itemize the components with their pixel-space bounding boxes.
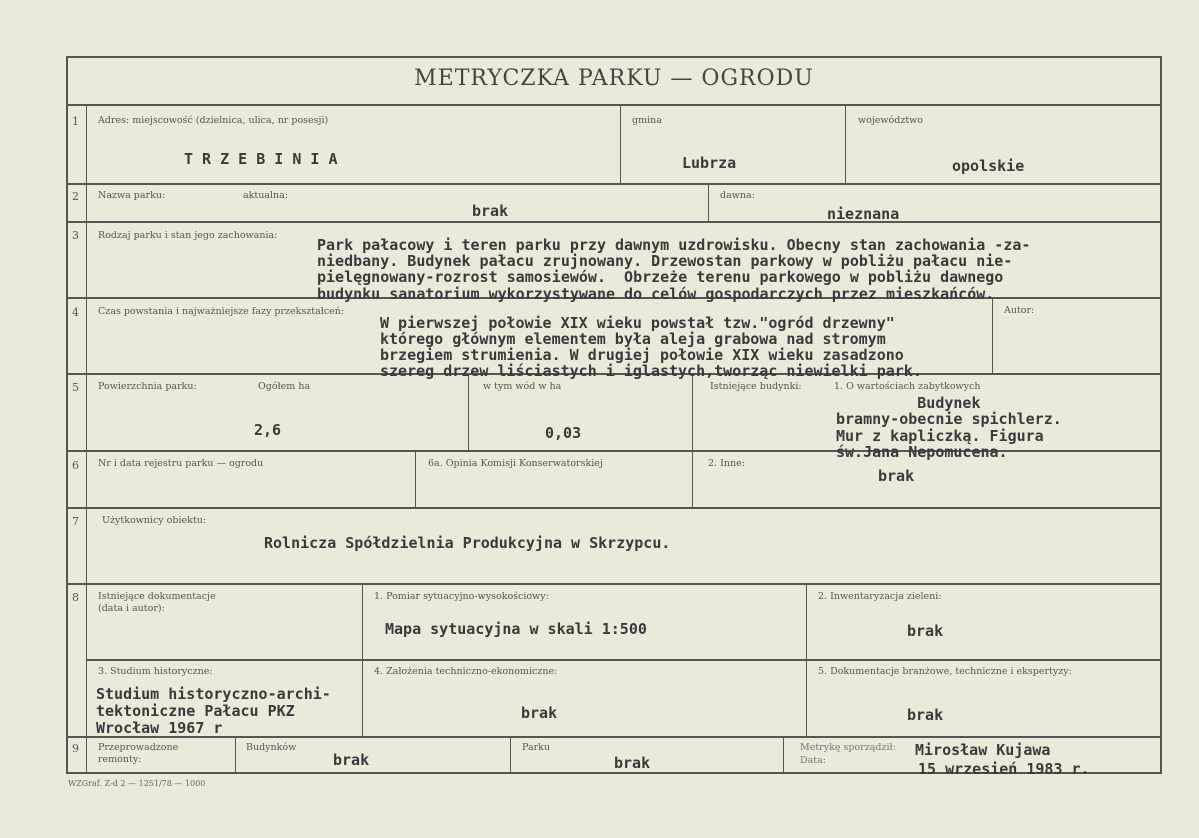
row-number: 8 [72, 591, 79, 604]
col-divider [692, 373, 693, 507]
number-column-divider [86, 104, 87, 774]
col-divider [620, 104, 621, 183]
park-name-label: Nazwa parku: [98, 190, 166, 201]
prepared-by-value: Mirosław Kujawa [915, 741, 1051, 759]
park-type-label: Rodzaj parku i stan jego zachowania: [98, 230, 278, 241]
repairs-park-label: Parku [522, 742, 551, 753]
row-number: 4 [72, 306, 79, 319]
branch-docs-value: brak [907, 706, 944, 724]
water-area-label: w tym wód w ha [483, 381, 562, 392]
tech-economic-value: brak [521, 704, 558, 722]
total-area-label: Ogółem ha [258, 381, 311, 392]
register-label: Nr i data rejestru parku — ogrodu [98, 458, 264, 469]
address-label: Adres: miejscowość (dzielnica, ulica, nr posesji) [98, 115, 329, 126]
row-number: 7 [72, 515, 79, 528]
row-number: 3 [72, 229, 79, 242]
print-footer: WZGraf. Z-d 2 — 1251/78 — 1000 [68, 779, 206, 788]
other-buildings-value: brak [878, 467, 915, 485]
row-number: 1 [72, 115, 79, 128]
branch-docs-label: 5. Dokumentacje branżowe, techniczne i ekspertyzy: [818, 666, 1072, 677]
historical-study-label: 3. Studium historyczne: [98, 666, 213, 677]
total-area-value: 2,6 [254, 421, 282, 439]
monument-buildings-label: 1. O wartościach zabytkowych [834, 381, 981, 392]
row-divider [66, 183, 1162, 185]
repairs-buildings-value: brak [333, 751, 370, 769]
voivodeship-value: opolskie [952, 157, 1025, 175]
park-type-line: budynku sanatorium wykorzystywane do celów gospodarczych przez mieszkańców. [317, 285, 995, 303]
col-divider [783, 736, 784, 774]
date-value: 15 wrzesień 1983 r. [918, 760, 1090, 778]
gmina-value: Lubrza [682, 154, 737, 172]
documentation-label: (data i autor): [98, 603, 165, 614]
survey-label: 1. Pomiar sytuacyjno-wysokościowy: [374, 591, 549, 602]
row-divider [66, 507, 1162, 509]
row-divider [66, 583, 1162, 585]
park-type-line: pielęgnowany-rozrost samosiewów. Obrzeże terenu parkowego w pobliżu dawnego [317, 268, 1004, 286]
col-divider [992, 297, 993, 373]
row-number: 5 [72, 381, 79, 394]
history-phases-line: W pierwszej połowie XIX wieku powstał tzw."ogród drzewny" [380, 314, 895, 332]
greenery-inventory-value: brak [907, 622, 944, 640]
repairs-label: Przeprowadzone [98, 742, 179, 753]
former-name-value: nieznana [827, 205, 900, 223]
author-label: Autor: [1004, 305, 1035, 316]
repairs-buildings-label: Budynków [246, 742, 297, 753]
area-label: Powierzchnia parku: [98, 381, 197, 392]
col-divider [845, 104, 846, 183]
date-label: Data: [800, 755, 826, 766]
documentation-label: Istniejące dokumentacje [98, 591, 216, 602]
col-divider [708, 183, 709, 221]
commission-opinion-label: 6a. Opinia Komisji Konserwatorskiej [428, 458, 603, 469]
history-phases-line: którego głównym elementem była aleja grabowa nad stromym [380, 330, 886, 348]
park-type-line: Park pałacowy i teren parku przy dawnym uzdrowisku. Obecny stan zachowania -za- [317, 236, 1031, 254]
row-number: 9 [72, 742, 79, 755]
greenery-inventory-label: 2. Inwentaryzacja zieleni: [818, 591, 942, 602]
historical-study-line: Wrocław 1967 r [96, 719, 223, 737]
row-number: 2 [72, 190, 79, 203]
repairs-label: remonty: [98, 754, 142, 765]
monument-buildings-line: Mur z kapliczką. Figura [836, 427, 1044, 445]
former-name-label: dawna: [720, 190, 755, 201]
history-phases-label: Czas powstania i najważniejsze fazy przekształceń: [98, 306, 345, 317]
users-label: Użytkownicy obiektu: [102, 515, 207, 526]
monument-buildings-line: Budynek [836, 394, 981, 412]
address-value: T R Z E B I N I A [184, 150, 338, 168]
current-name-label: aktualna: [243, 190, 289, 201]
col-divider [468, 373, 469, 450]
row-divider [66, 221, 1162, 223]
other-buildings-label: 2. Inne: [708, 458, 745, 469]
monument-buildings-line: bramny-obecnie spichlerz. [836, 410, 1062, 428]
col-divider [415, 450, 416, 507]
row-divider [86, 659, 1162, 661]
current-name-value: brak [472, 202, 509, 220]
buildings-label: Istniejące budynki: [710, 381, 802, 392]
col-divider [806, 583, 807, 736]
historical-study-line: tektoniczne Pałacu PKZ [96, 702, 295, 720]
col-divider [362, 583, 363, 736]
col-divider [510, 736, 511, 774]
row-divider [66, 104, 1162, 106]
monument-buildings-line: św.Jana Nepomucena. [836, 443, 1008, 461]
gmina-label: gmina [632, 115, 662, 126]
voivodeship-label: województwo [858, 115, 924, 126]
col-divider [235, 736, 236, 774]
row-divider [66, 736, 1162, 738]
history-phases-line: szereg drzew liściastych i iglastych,tworząc niewielki park. [380, 362, 922, 380]
historical-study-line: Studium historyczno-archi- [96, 685, 331, 703]
row-number: 6 [72, 459, 79, 472]
repairs-park-value: brak [614, 754, 651, 772]
park-type-line: niedbany. Budynek pałacu zrujnowany. Drzewostan parkowy w pobliżu pałacu nie- [317, 252, 1013, 270]
tech-economic-label: 4. Założenia techniczno-ekonomiczne: [374, 666, 558, 677]
form-title: METRYCZKA PARKU — OGRODU [414, 66, 814, 91]
survey-value: Mapa sytuacyjna w skali 1:500 [385, 620, 647, 638]
water-area-value: 0,03 [545, 424, 582, 442]
prepared-by-label: Metrykę sporządził: [800, 742, 896, 753]
users-value: Rolnicza Spółdzielnia Produkcyjna w Skrzypcu. [264, 534, 671, 552]
history-phases-line: brzegiem strumienia. W drugiej połowie XIX wieku zasadzono [380, 346, 904, 364]
